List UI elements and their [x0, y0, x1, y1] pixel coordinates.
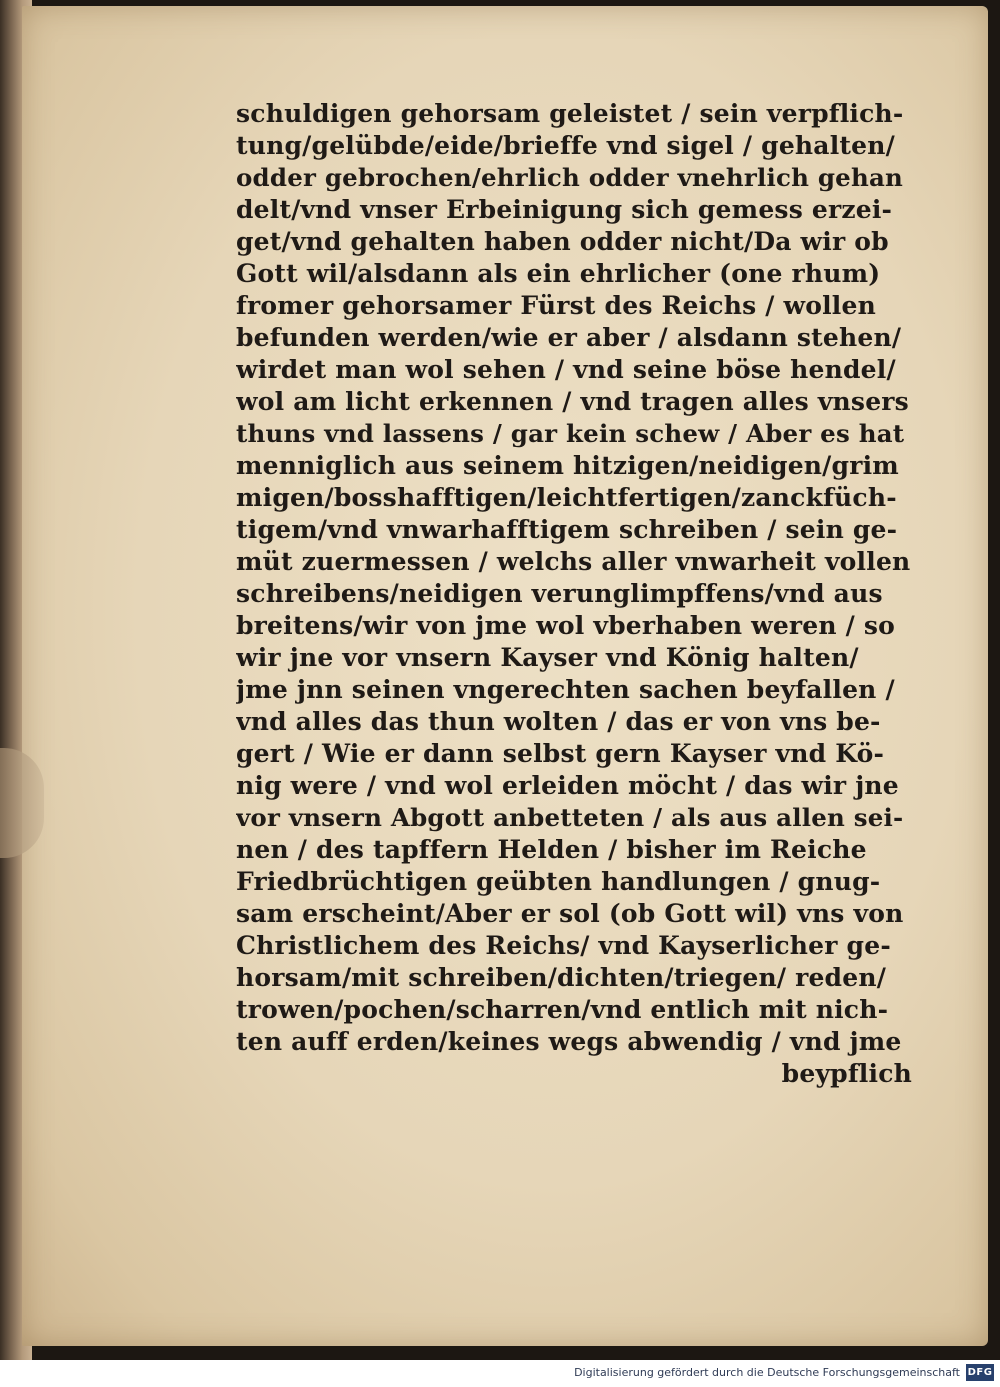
- catchword: beypflich: [781, 1059, 912, 1088]
- text-line: wir jne vor vnsern Kayser vnd König halten/: [236, 643, 859, 672]
- text-line: horsam/mit schreiben/dichten/triegen/ reden/: [236, 963, 887, 992]
- page-text-block: [236, 98, 912, 1090]
- text-line: müt zuermessen / welchs aller vnwarheit vollen: [236, 547, 911, 576]
- text-line: schuldigen gehorsam geleistet / sein verpflich-: [236, 99, 904, 128]
- text-line: befunden werden/wie er aber / alsdann stehen/: [236, 323, 902, 352]
- text-line: nig were / vnd wol erleiden möcht / das wir jne: [236, 771, 899, 800]
- text-line: trowen/pochen/scharren/vnd entlich mit nich-: [236, 995, 889, 1024]
- text-line: breitens/wir von jme wol vberhaben weren / so: [236, 611, 896, 640]
- text-line: tung/gelübde/eide/brieffe vnd sigel / gehalten/: [236, 131, 895, 160]
- text-line: gert / Wie er dann selbst gern Kayser vnd Kö-: [236, 739, 885, 768]
- text-line: Gott wil/alsdann als ein ehrlicher (one rhum): [236, 259, 881, 288]
- text-line: schreibens/neidigen verunglimpffens/vnd aus: [236, 579, 883, 608]
- text-line: menniglich aus seinem hitzigen/neidigen/grim: [236, 451, 899, 480]
- text-line: fromer gehorsamer Fürst des Reichs / wollen: [236, 291, 876, 320]
- text-line: vor vnsern Abgott anbetteten / als aus allen sei-: [236, 803, 904, 832]
- funding-credit: Digitalisierung gefördert durch die Deutsche Forschungsgemeinschaft: [574, 1366, 960, 1379]
- text-line: wol am licht erkennen / vnd tragen alles vnsers: [236, 387, 909, 416]
- text-line: migen/bosshafftigen/leichtfertigen/zanckfüch-: [236, 483, 897, 512]
- text-line: delt/vnd vnser Erbeinigung sich gemess erzei-: [236, 195, 893, 224]
- text-line: Friedbrüchtigen geübten handlungen / gnug-: [236, 867, 881, 896]
- text-line: ten auff erden/keines wegs abwendig / vnd jme: [236, 1027, 902, 1056]
- text-line: jme jnn seinen vngerechten sachen beyfallen /: [236, 675, 895, 704]
- text-line: thuns vnd lassens / gar kein schew / Aber es hat: [236, 419, 905, 448]
- text-line: tigem/vnd vnwarhafftigem schreiben / sein ge-: [236, 515, 898, 544]
- text-line: get/vnd gehalten haben odder nicht/Da wir ob: [236, 227, 889, 256]
- text-line: sam erscheint/Aber er sol (ob Gott wil) vns von: [236, 899, 904, 928]
- text-line: vnd alles das thun wolten / das er von vns be-: [236, 707, 881, 736]
- footer-bar: [0, 1360, 1000, 1387]
- text-line: odder gebrochen/ehrlich odder vnehrlich gehan: [236, 163, 904, 192]
- text-line: wirdet man wol sehen / vnd seine böse hendel/: [236, 355, 896, 384]
- text-line: Christlichem des Reichs/ vnd Kayserlicher ge-: [236, 931, 891, 960]
- text-line: nen / des tapffern Helden / bisher im Reiche: [236, 835, 867, 864]
- dfg-logo-icon: DFG: [966, 1364, 994, 1381]
